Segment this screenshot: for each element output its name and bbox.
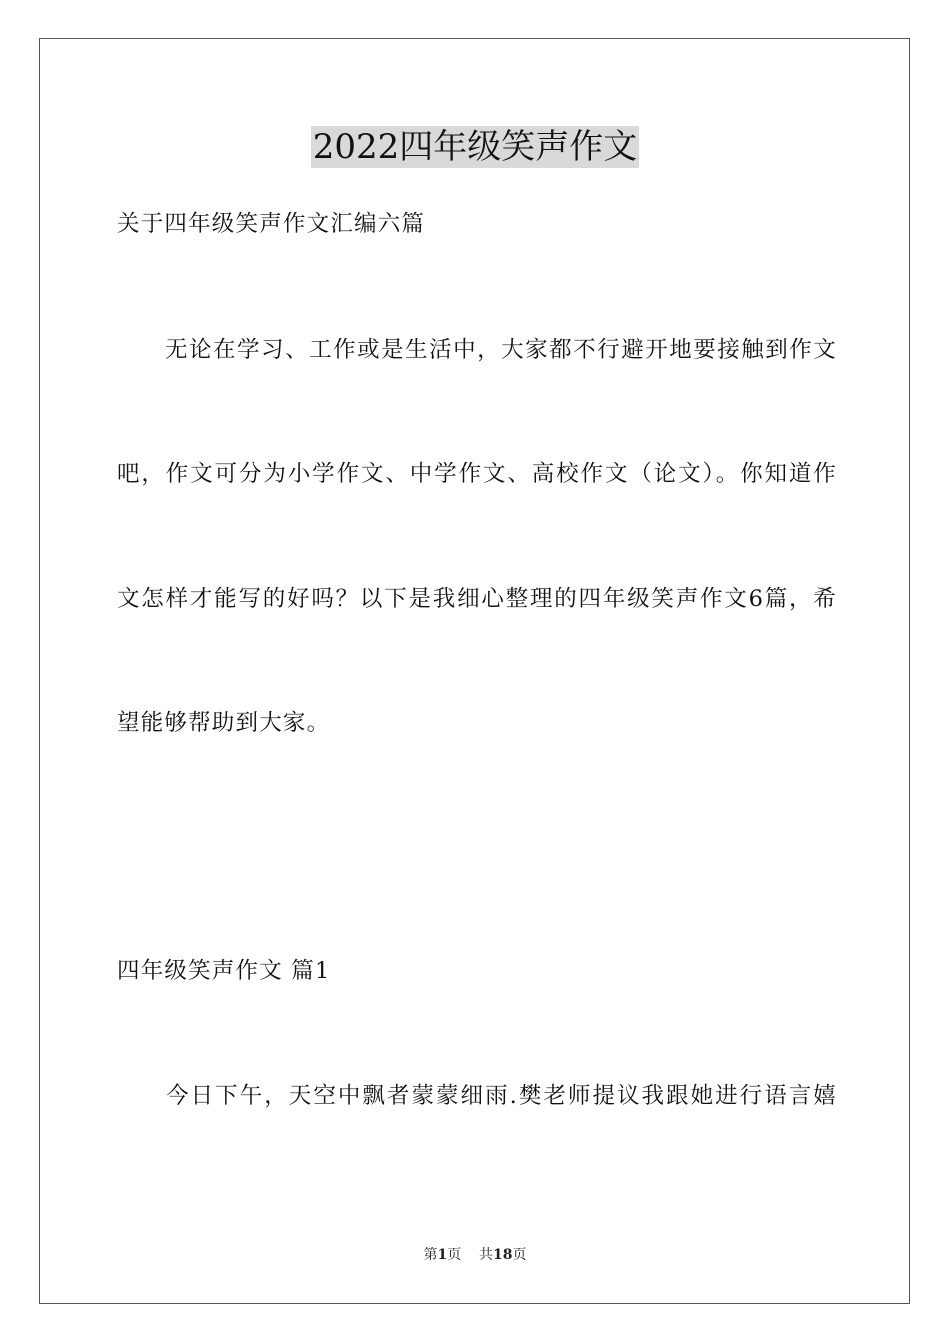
footer-total-suffix: 页	[512, 1247, 527, 1263]
footer-page-number: 1	[437, 1247, 448, 1263]
paragraph-line: 望能够帮助到大家。	[117, 710, 331, 736]
footer-prefix: 第	[423, 1247, 438, 1263]
title-container	[0, 126, 950, 168]
page-footer	[0, 1246, 950, 1264]
footer-total-pages: 18	[493, 1247, 513, 1263]
document-subtitle: 关于四年级笑声作文汇编六篇	[117, 211, 426, 237]
paragraph-line: 吧，作文可分为小学作文、中学作文、高校作文（论文）。你知道作	[117, 461, 837, 487]
section-heading: 四年级笑声作文 篇1	[117, 958, 331, 984]
paragraph-line: 今日下午，天空中飘者蒙蒙细雨.樊老师提议我跟她进行语言嬉	[117, 1083, 837, 1109]
footer-page-suffix: 页	[447, 1247, 462, 1263]
footer-total-prefix: 共	[479, 1247, 494, 1263]
document-title: 2022四年级笑声作文	[312, 127, 638, 167]
paragraph-line: 文怎样才能写的好吗？以下是我细心整理的四年级笑声作文6篇，希	[117, 586, 837, 612]
paragraph-line: 无论在学习、工作或是生活中，大家都不行避开地要接触到作文	[117, 337, 837, 363]
